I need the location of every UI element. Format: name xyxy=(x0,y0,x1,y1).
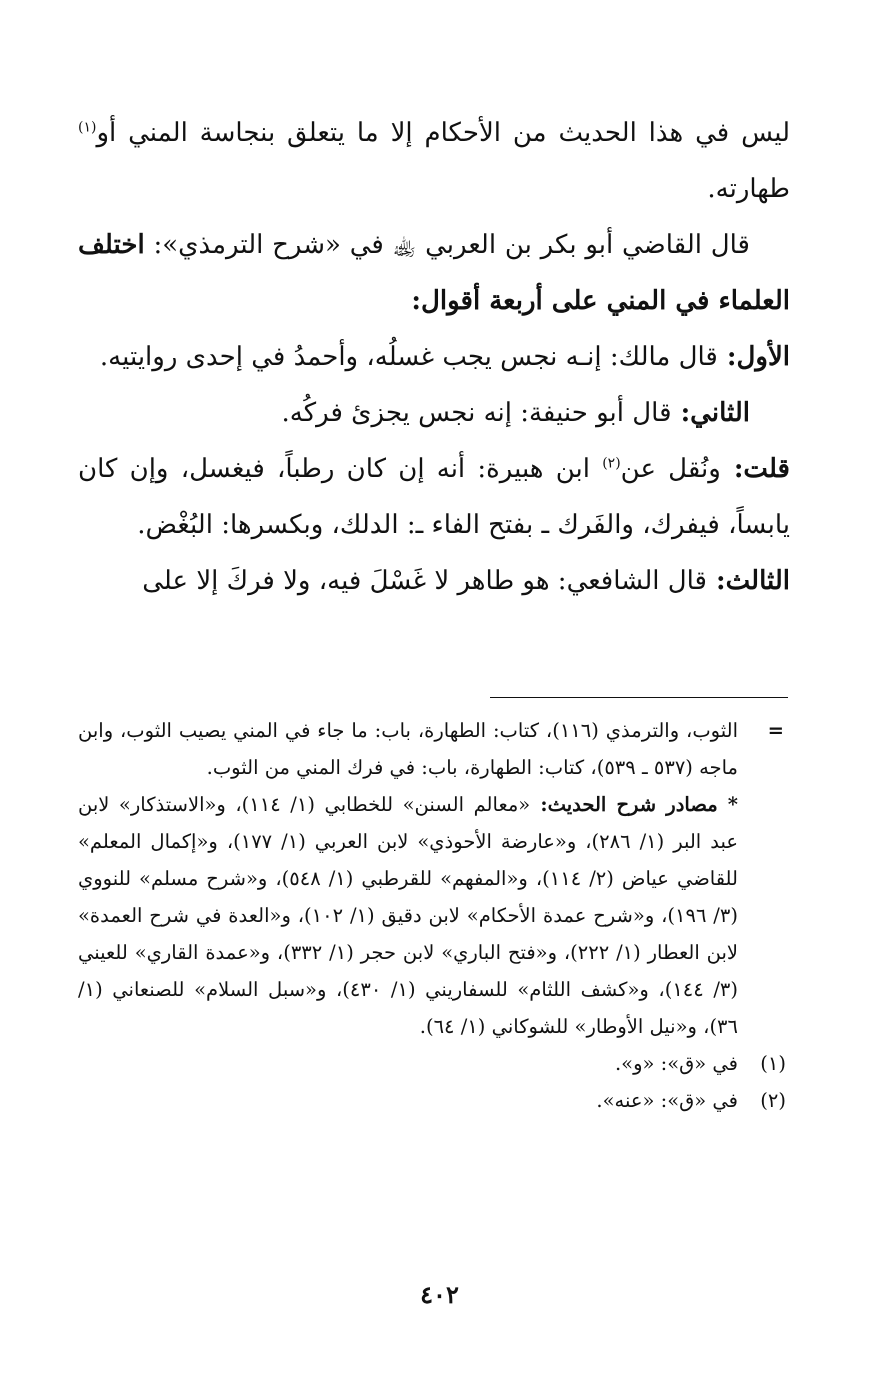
first-opinion-text: قال مالك: إنـه نجس يجب غسلُه، وأحمدُ في إحدى روايتيه. xyxy=(99,342,718,372)
paragraph-third-opinion xyxy=(78,553,790,609)
footnote-2 xyxy=(78,1082,790,1119)
third-opinion-text: قال الشافعي: هو طاهر لا غَسْلَ فيه، ولا فركَ إلا على xyxy=(142,566,707,596)
main-text xyxy=(78,105,790,609)
author-note-text-b: ابن هبيرة: أنه إن كان رطباً، فيغسل، وإن كان يابساً، فيفرك، والفَرك ـ بفتح الفاء ـ: الدلك، وبكسرها: البُغْض. xyxy=(78,454,790,540)
second-opinion-label: الثاني: xyxy=(671,398,750,428)
paragraph-2 xyxy=(78,217,790,329)
footnote-continuation xyxy=(78,712,790,786)
page-number: ٤٠٢ xyxy=(420,1280,459,1309)
second-opinion-text: قال أبو حنيفة: إنه نجس يجزئ فركُه. xyxy=(281,398,672,428)
footnote-1-number: (١) xyxy=(760,1052,786,1075)
sources-label: * مصادر شرح الحديث: xyxy=(530,793,738,816)
author-note-text-a: ونُقل عن xyxy=(620,454,721,484)
footnote-sources xyxy=(78,786,790,1045)
line-1-text: ليس في هذا الحديث من الأحكام إلا ما يتعلق بنجاسة المني أو xyxy=(96,118,790,148)
continuation-marker: = xyxy=(767,719,784,742)
footnote-ref-2[interactable]: (٢) xyxy=(602,455,621,472)
paragraph-first-opinion xyxy=(78,329,790,385)
line-2-text: طهارته. xyxy=(707,174,790,204)
paragraph-author-note xyxy=(78,441,790,553)
footnote-1-text: في «ق»: «و». xyxy=(614,1052,738,1075)
paragraph-1 xyxy=(78,105,790,217)
first-opinion-label: الأول: xyxy=(717,342,790,372)
paragraph-2-text: قال القاضي أبو بكر بن العربي ﵀ في «شرح الترمذي»: xyxy=(144,230,750,260)
paragraph-second-opinion xyxy=(78,385,790,441)
sources-text: «معالم السنن» للخطابي (١/ ١١٤)، و«الاستذكار» لابن عبد البر (١/ ٢٨٦)، و«عارضة الأحوذي» لابن العربي (١/ ١٧٧)، و«إكمال المعلم» للقاضي عياض (٢/ ١١٤)، و«المفهم» للقرطبي (١/ ٥٤٨)، و«شرح مسلم» للنووي (٣/ ١٩٦)، و«شرح عمدة الأحكام» لابن دقيق (١/ ١٠٢)، و«العدة في شرح العمدة» لابن العطار (١/ ٢٢٢)، و«فتح الباري» لابن حجر (١/ ٣٣٢)، و«عمدة القاري» للعيني (٣/ ١٤٤)، و«كشف اللثام» للسفاريني (١/ ٤٣٠)، و«سبل السلام» للصنعاني (١/ ٣٦)، و«نيل الأوطار» للشوكاني (١/ ٦٤). xyxy=(78,793,738,1038)
author-note-label: قلت: xyxy=(720,454,790,484)
paragraph-2-bold: اختلف العلماء في المني على أربعة أقوال: xyxy=(78,230,790,316)
footnote-divider xyxy=(490,697,788,698)
third-opinion-label: الثالث: xyxy=(706,566,790,596)
footnote-2-text: في «ق»: «عنه». xyxy=(596,1089,738,1112)
footnote-ref-1[interactable]: (١) xyxy=(78,119,97,136)
footnote-1 xyxy=(78,1045,790,1082)
continuation-text: الثوب، والترمذي (١١٦)، كتاب: الطهارة، باب: ما جاء في المني يصيب الثوب، وابن ماجه (٥٣٧ ـ ٥٣٩)، كتاب: الطهارة، باب: في فرك المني من الثوب. xyxy=(78,719,738,779)
footnotes xyxy=(78,712,790,1119)
footnote-2-number: (٢) xyxy=(760,1089,786,1112)
